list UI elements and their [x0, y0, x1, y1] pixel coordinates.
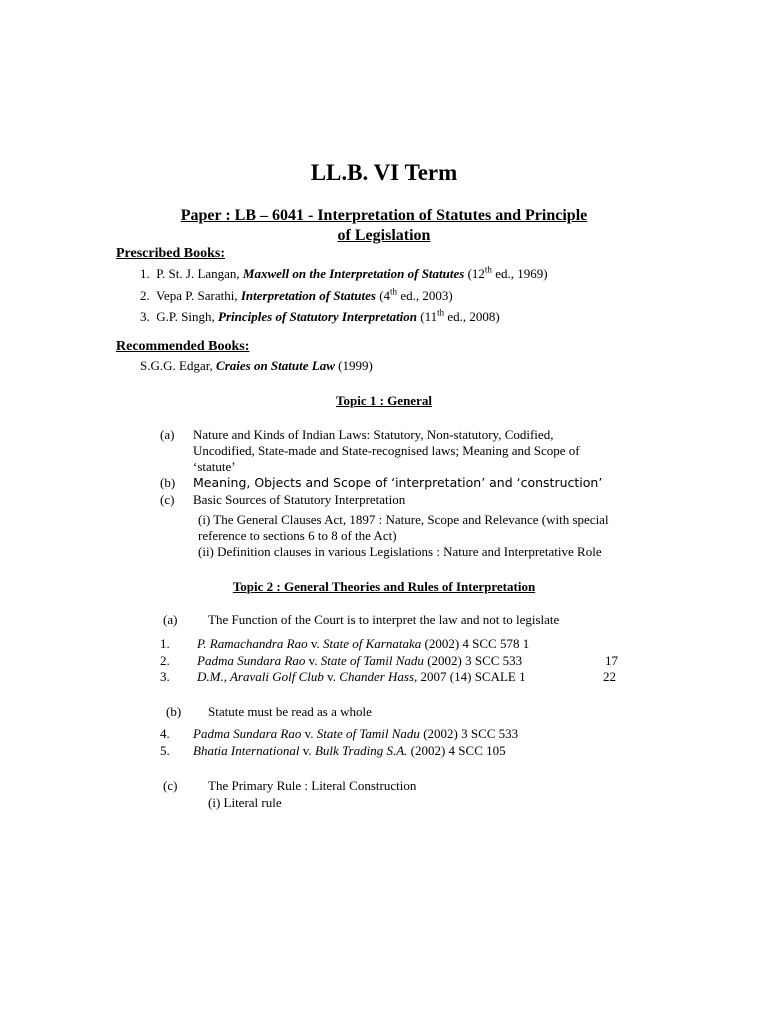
case-number: 5.	[160, 743, 170, 758]
prescribed-book-1	[140, 266, 548, 282]
topic1-a-label: (a)	[160, 427, 175, 442]
case-versus: v.	[301, 726, 317, 741]
paper-heading-main: Paper : LB – 6041 - Interpretation of Statutes and	[180, 207, 526, 224]
case-number: 2.	[160, 653, 170, 668]
topic1-b-label: (b)	[160, 475, 176, 490]
case-versus: v.	[299, 743, 315, 758]
topic1-c-label: (c)	[160, 492, 175, 507]
book-year: ed., 2003)	[397, 288, 453, 303]
prescribed-book-2	[140, 288, 453, 304]
book-author: S.G.G. Edgar,	[140, 358, 217, 373]
case-citation-4	[193, 726, 518, 742]
prescribed-books-heading: Prescribed Books:	[116, 246, 226, 261]
case-citation-5	[193, 743, 506, 759]
paper-heading-legislation: of Legislation	[337, 227, 431, 244]
prescribed-book-3	[140, 309, 500, 325]
case-party: Padma Sundara Rao	[197, 653, 306, 668]
case-versus: v.	[323, 669, 340, 684]
book-title: Principles of Statutory Interpretation	[218, 309, 418, 324]
book-title: Interpretation of Statutes	[240, 288, 376, 303]
case-reference: (2002) 3 SCC 533	[423, 653, 523, 668]
case-party: D.M., Aravali Golf Club	[197, 669, 324, 684]
book-edition: (12	[464, 266, 485, 281]
topic1-c-text: Basic Sources of Statutory Interpretation	[193, 492, 406, 507]
case-party: Padma Sundara Rao	[193, 726, 302, 741]
case-versus: v.	[305, 653, 321, 668]
topic2-b-text: Statute must be read as a whole	[208, 704, 372, 719]
book-year: ed., 2008)	[444, 309, 500, 324]
case-page-3: 22	[603, 669, 616, 684]
case-page-2: 17	[605, 653, 618, 668]
recommended-book	[140, 358, 373, 374]
topic-2-heading-text: Topic 2 : General Theories and Rules of Interpretation	[232, 579, 536, 594]
case-party: P. Ramachandra Rao	[197, 636, 308, 651]
topic1-a-line2: Uncodified, State-made and State-recognised laws; Meaning and Scope of	[193, 443, 580, 458]
book-author: G.P. Singh,	[156, 309, 219, 324]
case-party: State of Tamil Nadu	[316, 726, 420, 741]
case-party: State of Karnataka	[323, 636, 422, 651]
case-party: Bhatia International	[193, 743, 300, 758]
book-year: ed., 1969)	[491, 266, 548, 281]
case-number: 1.	[160, 636, 170, 651]
topic2-a-label: (a)	[163, 612, 178, 627]
list-number: 3.	[140, 309, 150, 324]
topic1-b-text: Meaning, Objects and Scope of ‘interpretation’ and ‘construction’	[193, 475, 603, 490]
topic-1-heading-text: Topic 1 : General	[336, 393, 432, 408]
list-number: 2.	[140, 288, 150, 303]
case-reference: (2002) 4 SCC 105	[407, 743, 506, 758]
edition-superscript: th	[390, 286, 398, 297]
case-versus: v.	[307, 636, 324, 651]
case-number: 3.	[160, 669, 170, 684]
case-citation-3	[197, 669, 526, 685]
case-party: Bulk Trading S.A.	[314, 743, 408, 758]
edition-superscript: th	[437, 307, 445, 318]
topic1-a-line3: ‘statute’	[193, 459, 236, 474]
topic1-a-line1: Nature and Kinds of Indian Laws: Statutory, Non-statutory, Codified,	[193, 427, 554, 442]
topic1-c-i-line1: (i) The General Clauses Act, 1897 : Nature, Scope and Relevance (with special	[198, 512, 609, 527]
topic1-c-ii: (ii) Definition clauses in various Legislations : Nature and Interpretative Role	[198, 544, 602, 559]
case-citation-1	[197, 636, 529, 652]
page-title: LL.B. VI Term	[310, 160, 458, 185]
case-reference: (2002) 3 SCC 533	[419, 726, 519, 741]
topic2-a-text: The Function of the Court is to interpret the law and not to legislate	[208, 612, 560, 627]
topic2-c-label: (c)	[163, 778, 178, 793]
topic2-c-i: (i) Literal rule	[208, 795, 282, 810]
book-year: (1999)	[334, 358, 373, 373]
paper-heading-line1	[0, 207, 768, 225]
paper-heading-principle: Principle	[525, 207, 588, 224]
edition-superscript: th	[484, 264, 492, 275]
case-party: State of Tamil Nadu	[320, 653, 424, 668]
book-title: Maxwell on the Interpretation of Statutes	[242, 266, 465, 281]
list-number: 1.	[140, 266, 150, 281]
topic1-c-i-line2: reference to sections 6 to 8 of the Act)	[198, 528, 397, 543]
topic2-c-text: The Primary Rule : Literal Construction	[208, 778, 417, 793]
case-number: 4.	[160, 726, 170, 741]
topic-2-heading	[0, 579, 768, 595]
book-author: Vepa P. Sarathi,	[156, 288, 241, 303]
case-party: Chander Hass,	[339, 669, 418, 684]
paper-heading-line2	[0, 227, 768, 245]
topic-1-heading	[0, 393, 768, 409]
book-edition: (4	[375, 288, 391, 303]
case-reference: 2007 (14) SCALE 1	[417, 669, 526, 684]
book-edition: (11	[417, 309, 438, 324]
book-author: P. St. J. Langan,	[156, 266, 243, 281]
case-citation-2	[197, 653, 522, 669]
recommended-books-heading: Recommended Books:	[116, 339, 250, 354]
topic2-b-label: (b)	[166, 704, 182, 719]
case-reference: (2002) 4 SCC 578 1	[421, 636, 530, 651]
book-title: Craies on Statute Law	[216, 358, 335, 373]
